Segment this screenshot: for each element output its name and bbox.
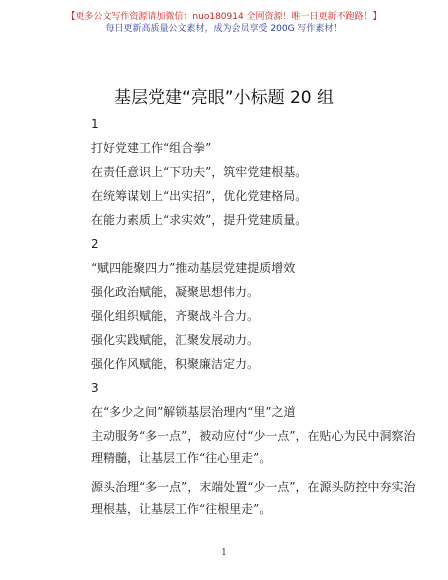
section-line: 强化作风赋能，积聚廉洁定力。 — [91, 357, 260, 371]
promo-banner — [0, 12, 448, 35]
section-heading: 在“多少之间”解锁基层治理内“里”之道 — [91, 405, 296, 419]
promo-banner-line-2: 每日更新高质量公文素材，成为会员享受 200G 写作素材！ — [105, 24, 343, 34]
section-heading: 打好党建工作“组合拳” — [91, 141, 212, 155]
section-line: 在能力素质上“求实效”，提升党建质量。 — [91, 213, 308, 227]
section-line: 强化政治赋能，凝聚思想伟力。 — [91, 285, 260, 299]
section-2 — [91, 232, 417, 376]
page-number: 1 — [221, 548, 227, 558]
section-number: 2 — [91, 237, 99, 251]
section-3 — [91, 376, 417, 520]
section-paragraph: 主动服务“多一点”，被动应付“少一点”，在贴心为民中洞察治理精髓，让基层工作“往心里走”。 — [91, 429, 416, 465]
section-paragraph: 源头治理“多一点”，末端处置“少一点”，在源头防控中夯实治理根基，让基层工作“往根里走”。 — [91, 480, 416, 516]
section-line: 强化组织赋能，齐聚战斗合力。 — [91, 309, 260, 323]
section-1 — [91, 112, 417, 232]
section-number: 1 — [91, 117, 99, 131]
section-line: 强化实践赋能，汇聚发展动力。 — [91, 333, 260, 347]
document-body — [91, 112, 417, 520]
section-number: 3 — [91, 381, 99, 395]
section-line: 在责任意识上“下功夫”，筑牢党建根基。 — [91, 165, 308, 179]
promo-banner-line-1: 【更多公文写作资源请加微信：nuo180914 全网资源！唯一日更新不跑路！】 — [66, 12, 382, 22]
section-line: 在统筹谋划上“出实招”，优化党建格局。 — [91, 189, 308, 203]
document-title: 基层党建“亮眼”小标题 20 组 — [113, 88, 335, 108]
section-heading: “赋四能聚四力”推动基层党建提质增效 — [91, 261, 296, 275]
